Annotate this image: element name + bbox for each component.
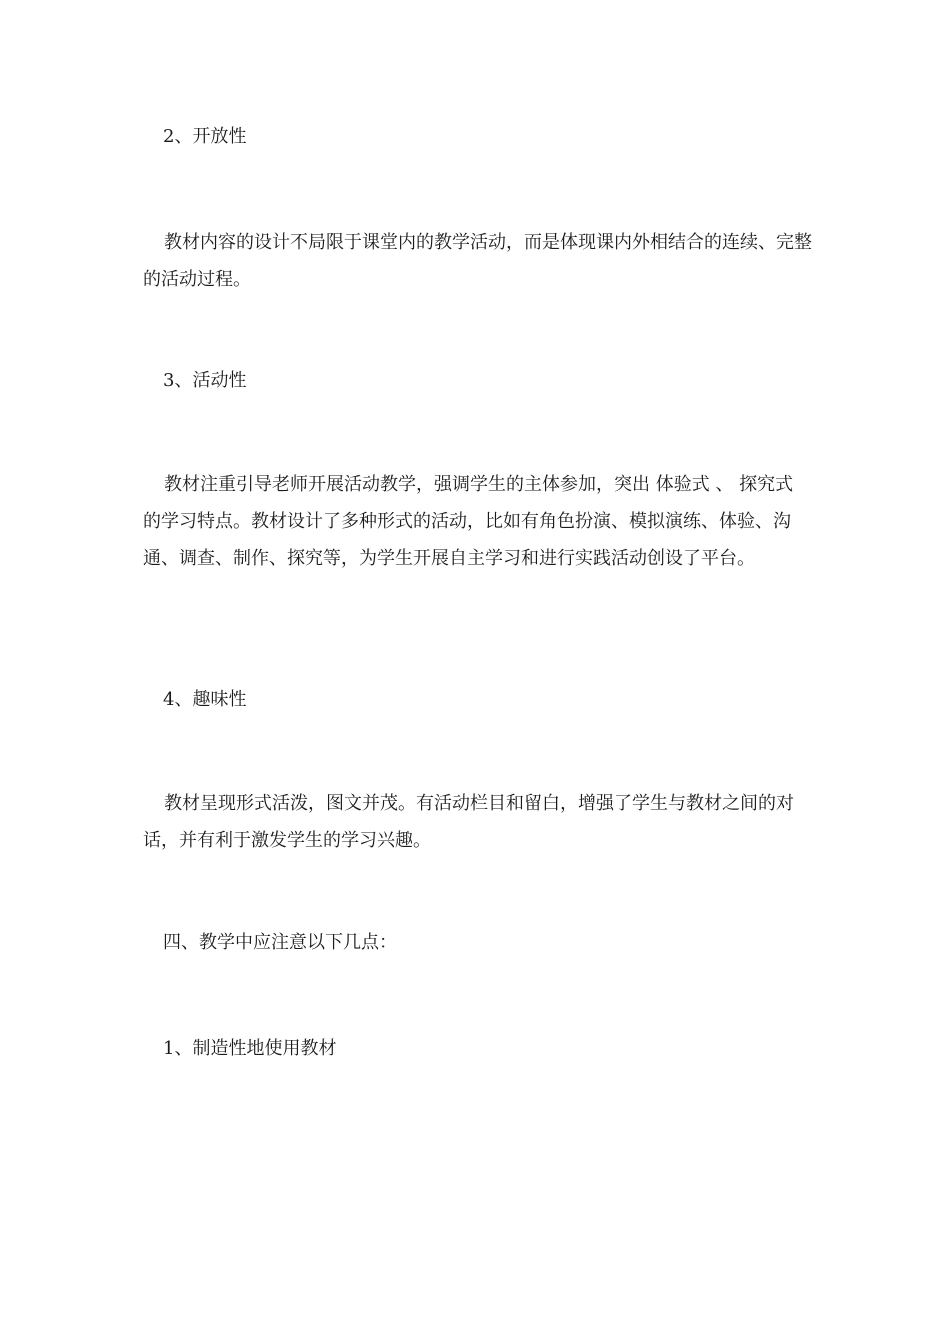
heading-openness: 2、开放性 [163, 126, 247, 147]
heading-section-four: 四、教学中应注意以下几点： [163, 932, 397, 953]
paragraph-interest: 教材呈现形式活泼，图文并茂。有活动栏目和留白，增强了学生与教材之间的对话，并有利于激发学生的学习兴趣。 [143, 793, 794, 851]
heading-creative-use: 1、制造性地使用教材 [163, 1038, 337, 1059]
heading-interest: 4、趣味性 [163, 689, 247, 710]
paragraph-openness: 教材内容的设计不局限于课堂内的教学活动，而是体现课内外相结合的连续、完整的活动过程。 [143, 232, 812, 290]
heading-activity: 3、活动性 [163, 370, 247, 391]
paragraph-activity: 教材注重引导老师开展活动教学，强调学生的主体参加，突出 体验式 、 探究式 的学习特点。教材设计了多种形式的活动，比如有角色扮演、模拟演练、体验、沟通、调查、制作、探究等，为学生开展自主学习和进行实践活动创设了平台。 [143, 474, 794, 569]
